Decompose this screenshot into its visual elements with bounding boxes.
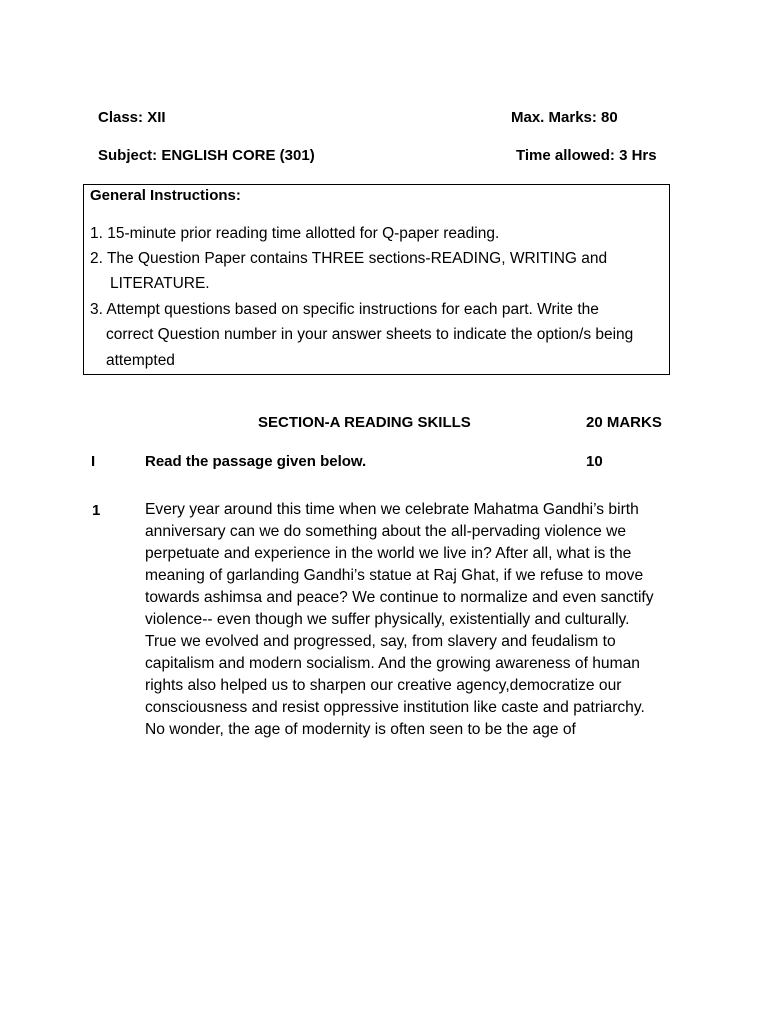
passage-line: True we evolved and progressed, say, from slavery and feudalism to	[145, 633, 616, 650]
passage-line: Every year around this time when we celebrate Mahatma Gandhi’s birth	[145, 501, 639, 518]
passage-line: towards ashimsa and peace? We continue to normalize and even sanctify	[145, 589, 654, 606]
passage-line: violence-- even though we suffer physically, existentially and culturally.	[145, 611, 630, 628]
max-marks: Max. Marks: 80	[511, 109, 618, 126]
instruction-item-2-line-1: 2. The Question Paper contains THREE sections-READING, WRITING and	[90, 250, 608, 267]
section-title: SECTION-A READING SKILLS	[258, 414, 471, 431]
instruction-item-3-line-2: correct Question number in your answer sheets to indicate the option/s being	[106, 326, 634, 343]
instruction-item-1: 1. 15-minute prior reading time allotted for Q-paper reading.	[90, 225, 500, 242]
instruction-item-2-line-2: LITERATURE.	[110, 275, 210, 292]
question-roman-number: I	[91, 453, 96, 470]
class-label: Class: XII	[98, 109, 166, 126]
passage-number: 1	[92, 502, 101, 519]
instruction-item-3-line-3: attempted	[106, 352, 175, 369]
section-marks: 20 MARKS	[586, 414, 662, 431]
passage-line: meaning of garlanding Gandhi’s statue at Raj Ghat, if we refuse to move	[145, 567, 644, 584]
passage-line: perpetuate and experience in the world we live in? After all, what is the	[145, 545, 632, 562]
subject-label: Subject: ENGLISH CORE (301)	[98, 147, 315, 164]
instructions-title: General Instructions:	[90, 187, 241, 204]
question-instruction: Read the passage given below.	[145, 453, 367, 470]
passage-line: capitalism and modern socialism. And the growing awareness of human	[145, 655, 640, 672]
passage-line: rights also helped us to sharpen our creative agency,democratize our	[145, 677, 622, 694]
question-marks: 10	[586, 453, 603, 470]
time-allowed: Time allowed: 3 Hrs	[516, 147, 657, 164]
instruction-item-3-line-1: 3. Attempt questions based on specific instructions for each part. Write the	[90, 301, 599, 318]
passage-line: consciousness and resist oppressive institution like caste and patriarchy.	[145, 699, 645, 716]
passage-line: anniversary can we do something about the all-pervading violence we	[145, 523, 627, 540]
passage-line: No wonder, the age of modernity is often seen to be the age of	[145, 721, 576, 738]
